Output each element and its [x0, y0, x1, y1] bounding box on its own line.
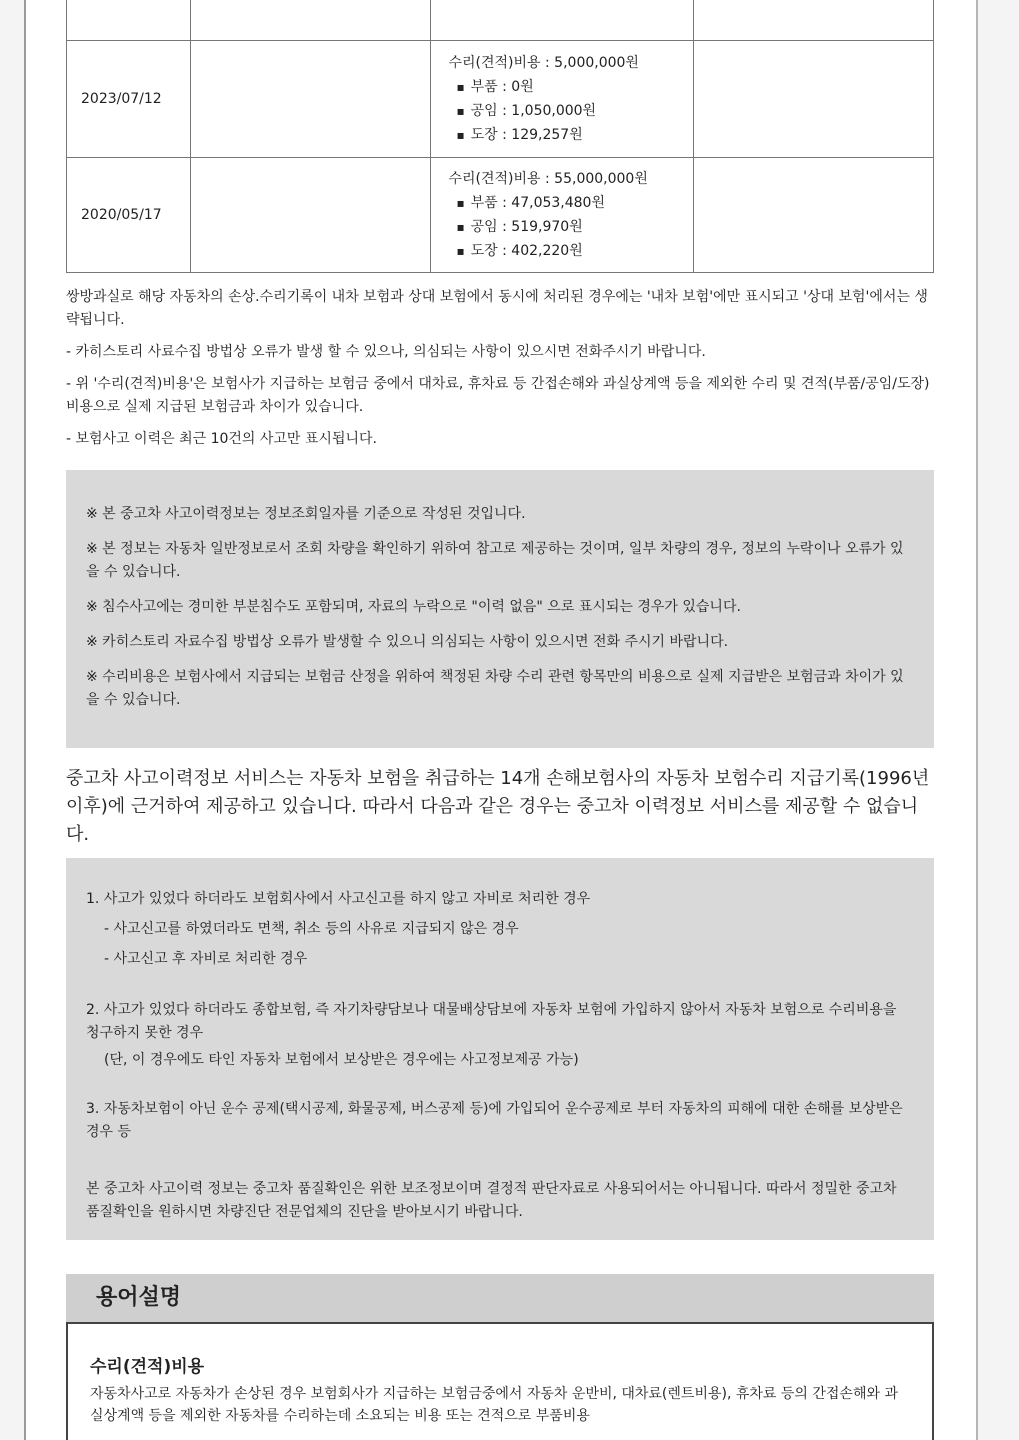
accident-date: 2023/07/12 [67, 41, 191, 158]
notice-item: ※ 본 정보는 자동차 일반정보로서 조회 차량을 확인하기 위하여 참고로 제공하는 것이며, 일부 차량의 경우, 정보의 누락이나 오류가 있을 수 있습니다. [86, 541, 904, 580]
glossary-header: 용어설명 [66, 1274, 934, 1322]
service-description: 중고차 사고이력정보 서비스는 자동차 보험을 취급하는 14개 손해보험사의 자동차 보험수리 지급기록(1996년 이후)에 근거하여 제공하고 있습니다. 따라서 다음과 같은 경우는 중고차 이력정보 서비스를 제공할 수 없습니다. [66, 768, 930, 845]
exception-item: 1. 사고가 있었다 하더라도 보험회사에서 사고신고를 하지 않고 자비로 처리한 경우 [86, 891, 591, 907]
exception-subitem: - 사고신고를 하였더라도 면책, 취소 등의 사유로 지급되지 않은 경우 [104, 921, 519, 937]
table-row [67, 158, 934, 273]
note-text: 쌍방과실로 해당 자동차의 손상.수리기록이 내차 보험과 상대 보험에서 동시에 처리된 경우에는 '내차 보험'에만 표시되고 '상대 보험'에서는 생략됩니다. [66, 289, 928, 328]
note-text: - 위 '수리(견적)비용'은 보험사가 지급하는 보험금 중에서 대차료, 휴차료 등 간접손해와 과실상계액 등을 제외한 수리 및 견적(부품/공임/도장) 비용으로 실제 지급된 보험금과 차이가 있습니다. [66, 376, 930, 415]
exception-subitem: (단, 이 경우에도 타인 자동차 보험에서 보상받은 경우에는 사고정보제공 가능) [104, 1052, 579, 1068]
table-row [67, 41, 934, 158]
notice-item: ※ 카히스토리 자료수집 방법상 오류가 발생할 수 있으니 의심되는 사항이 있으시면 전화 주시기 바랍니다. [86, 634, 729, 650]
exception-box [66, 858, 934, 1240]
repair-cost-detail [430, 41, 694, 158]
repair-cost-total: 수리(견적)비용 : 5,000,000원 [448, 55, 639, 71]
table-row [67, 0, 934, 41]
note-text: - 카히스토리 사료수집 방법상 오류가 발생 할 수 있으나, 의심되는 사항이 있으시면 전화주시기 바랍니다. [66, 344, 706, 360]
document-page [24, 0, 978, 1440]
notice-box [66, 470, 934, 748]
accident-date: 2020/05/17 [67, 158, 191, 273]
repair-cost-detail [430, 158, 694, 273]
repair-cost-total: 수리(견적)비용 : 55,000,000원 [448, 171, 648, 187]
exception-item: 2. 사고가 있었다 하더라도 종합보험, 즉 자기차량담보나 대물배상담보에 자동차 보험에 가입하지 않아서 자동차 보험으로 수리비용을 청구하지 못한 경우 [86, 1002, 897, 1041]
term-description: 자동차사고로 자동차가 손상된 경우 보험회사가 지급하는 보험금중에서 자동차 운반비, 대차료(렌트비용), 휴차료 등의 간접손해와 과실상계액 등을 제외한 자동차를 수리하는데 소요되는 비용 또는 견적으로 부품비용 [90, 1386, 898, 1424]
notice-item: ※ 침수사고에는 경미한 부분침수도 포함되며, 자료의 누락으로 "이력 없음" 으로 표시되는 경우가 있습니다. [86, 599, 741, 615]
term-title: 수리(견적)비용 [90, 1357, 205, 1377]
note-text: - 보험사고 이력은 최근 10건의 사고만 표시됩니다. [66, 431, 377, 447]
paint-cost: ▪ 도장 : 129,257원 [449, 123, 694, 147]
parts-cost: ▪ 부품 : 47,053,480원 [449, 191, 694, 215]
table-notes [66, 286, 934, 460]
notice-item: ※ 본 중고차 사고이력정보는 정보조회일자를 기준으로 작성된 것입니다. [86, 506, 526, 522]
glossary-box [66, 1322, 934, 1440]
disclaimer-text: 본 중고차 사고이력 정보는 중고차 품질확인은 위한 보조정보이며 결정적 판단자료로 사용되어서는 아니됩니다. 따라서 정밀한 중고차 품질확인을 원하시면 차량진단 전문업체의 진단을 받아보시기 바랍니다. [86, 1181, 897, 1220]
paint-cost: ▪ 도장 : 402,220원 [449, 239, 694, 263]
exception-item: 3. 자동차보험이 아닌 운수 공제(택시공제, 화물공제, 버스공제 등)에 가입되어 운수공제로 부터 자동차의 피해에 대한 손해를 보상받은 경우 등 [86, 1101, 903, 1140]
labor-cost: ▪ 공임 : 519,970원 [449, 215, 694, 239]
accident-history-table [66, 0, 934, 273]
notice-item: ※ 수리비용은 보험사에서 지급되는 보험금 산정을 위하여 책정된 차량 수리 관련 항목만의 비용으로 실제 지급받은 보험금과 차이가 있을 수 있습니다. [86, 669, 904, 708]
exception-subitem: - 사고신고 후 자비로 처리한 경우 [104, 951, 308, 967]
labor-cost: ▪ 공임 : 1,050,000원 [449, 99, 694, 123]
parts-cost: ▪ 부품 : 0원 [449, 75, 694, 99]
